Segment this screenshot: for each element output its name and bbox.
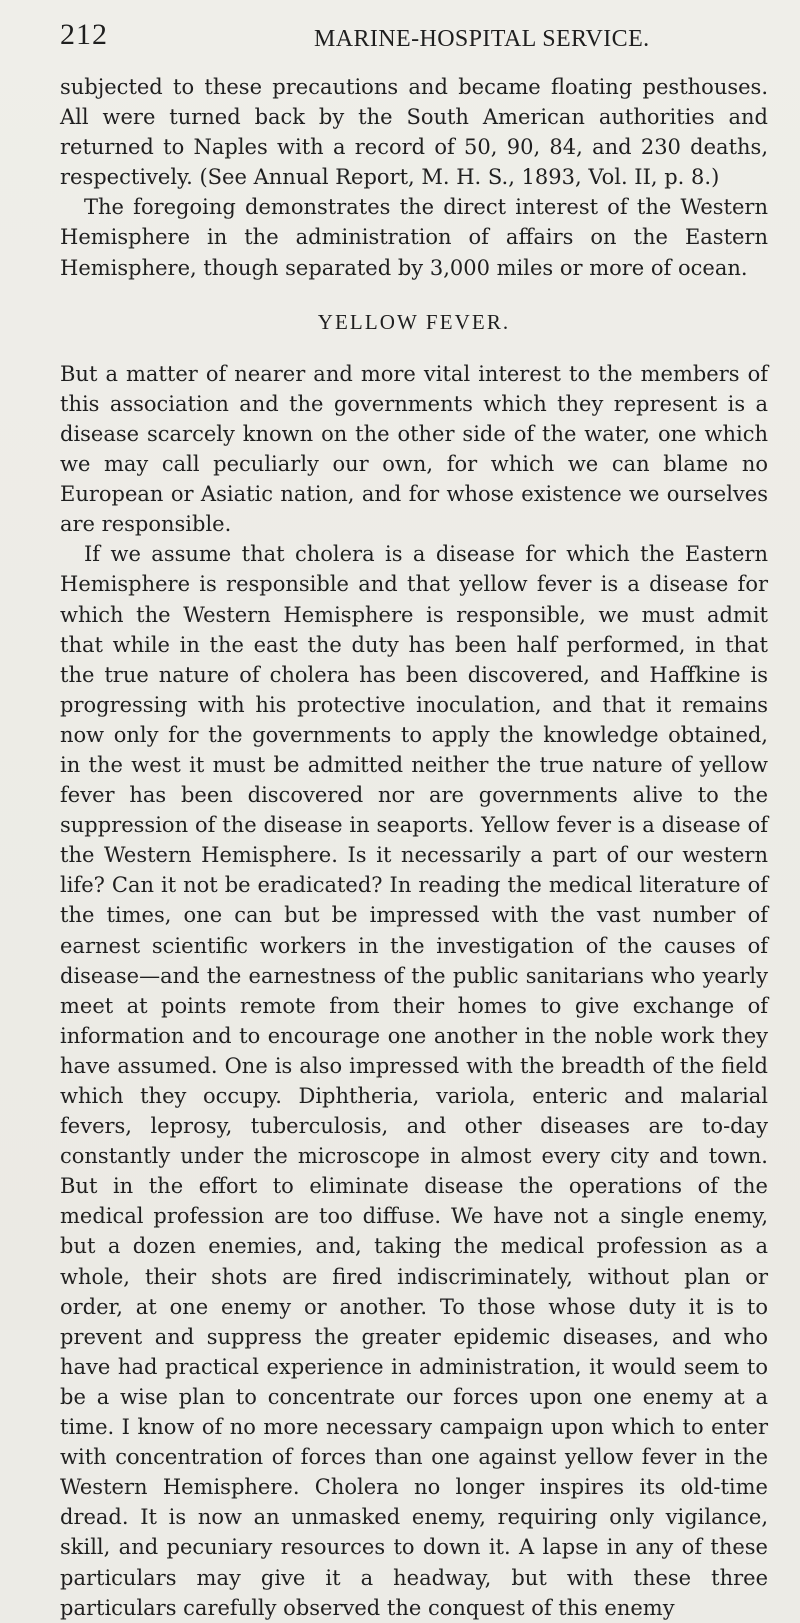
- paragraph-2: The foregoing demonstrates the direct interest of the Western Hemisphere in the administration of affairs on the Eastern Hemisphere, though separated by 3,000 miles or more of ocean.: [60, 195, 768, 280]
- paragraph-1: subjected to these precautions and became floating pesthouses. All were turned back by the South American authorities and returned to Naples with a record of 50, 90, 84, and 230 deaths, respectively. (See Annual Report, M. H. S., 1893, Vol. II, p. 8.): [60, 75, 768, 190]
- running-title: MARINE-HOSPITAL SERVICE.: [314, 26, 650, 52]
- running-head: [60, 18, 768, 62]
- paragraph-4: If we assume that cholera is a disease for which the Eastern Hemisphere is responsible and that yellow fever is a disease for which the Western Hemisphere is responsible, we must admit that while in the east the duty has been half performed, in that the true nature of cholera has been discovered, and Haffkine is progressing with his protective inoculation, and that it remains now only for the governments to apply the knowledge obtained, in the west it must be admitted neither the true nature of yellow fever has been discovered nor are governments alive to the suppression of the disease in seaports. Yellow fever is a disease of the Western Hemisphere. Is it necessarily a part of our western life? Can it not be eradicated? In reading the medical literature of the times, one can but be impressed with the vast number of earnest scientific workers in the investigation of the causes of disease—and the earnestness of the public sanitarians who yearly meet at points remote from their homes to give exchange of information and to encourage one another in the noble work they have assumed. One is also impressed with the breadth of the field which they occupy. Diphtheria, variola, enteric and malarial fevers, leprosy, tuberculosis, and other diseases are to-day constantly under the microscope in almost every city and town. But in the effort to eliminate disease the operations of the medical profession are too diffuse. We have not a single enemy, but a dozen enemies, and, taking the medical profession as a whole, their shots are fired indiscriminately, without plan or order, at one enemy or another. To those whose duty it is to prevent and suppress the greater epidemic diseases, and who have had practical experience in administration, it would seem to be a wise plan to concentrate our forces upon one enemy at a time. I know of no more necessary campaign upon which to enter with concentration of forces than one against yellow fever in the Western Hemisphere. Cholera no longer inspires its old-time dread. It is now an unmasked enemy, requiring only vigilance, skill, and pecuniary resources to down it. A lapse in any of these particulars may give it a headway, but with these three particulars carefully observed the conquest of this enemy: [60, 542, 768, 1620]
- document-body: [60, 72, 768, 1623]
- paragraph-3: But a matter of nearer and more vital interest to the members of this association and the governments which they represent is a disease scarcely known on the other side of the water, one which we may call peculiarly our own, for which we can blame no European or Asiatic nation, and for whose existence we ourselves are responsible.: [60, 361, 768, 537]
- section-heading: YELLOW FEVER.: [317, 309, 511, 334]
- page-number: 212: [60, 18, 108, 51]
